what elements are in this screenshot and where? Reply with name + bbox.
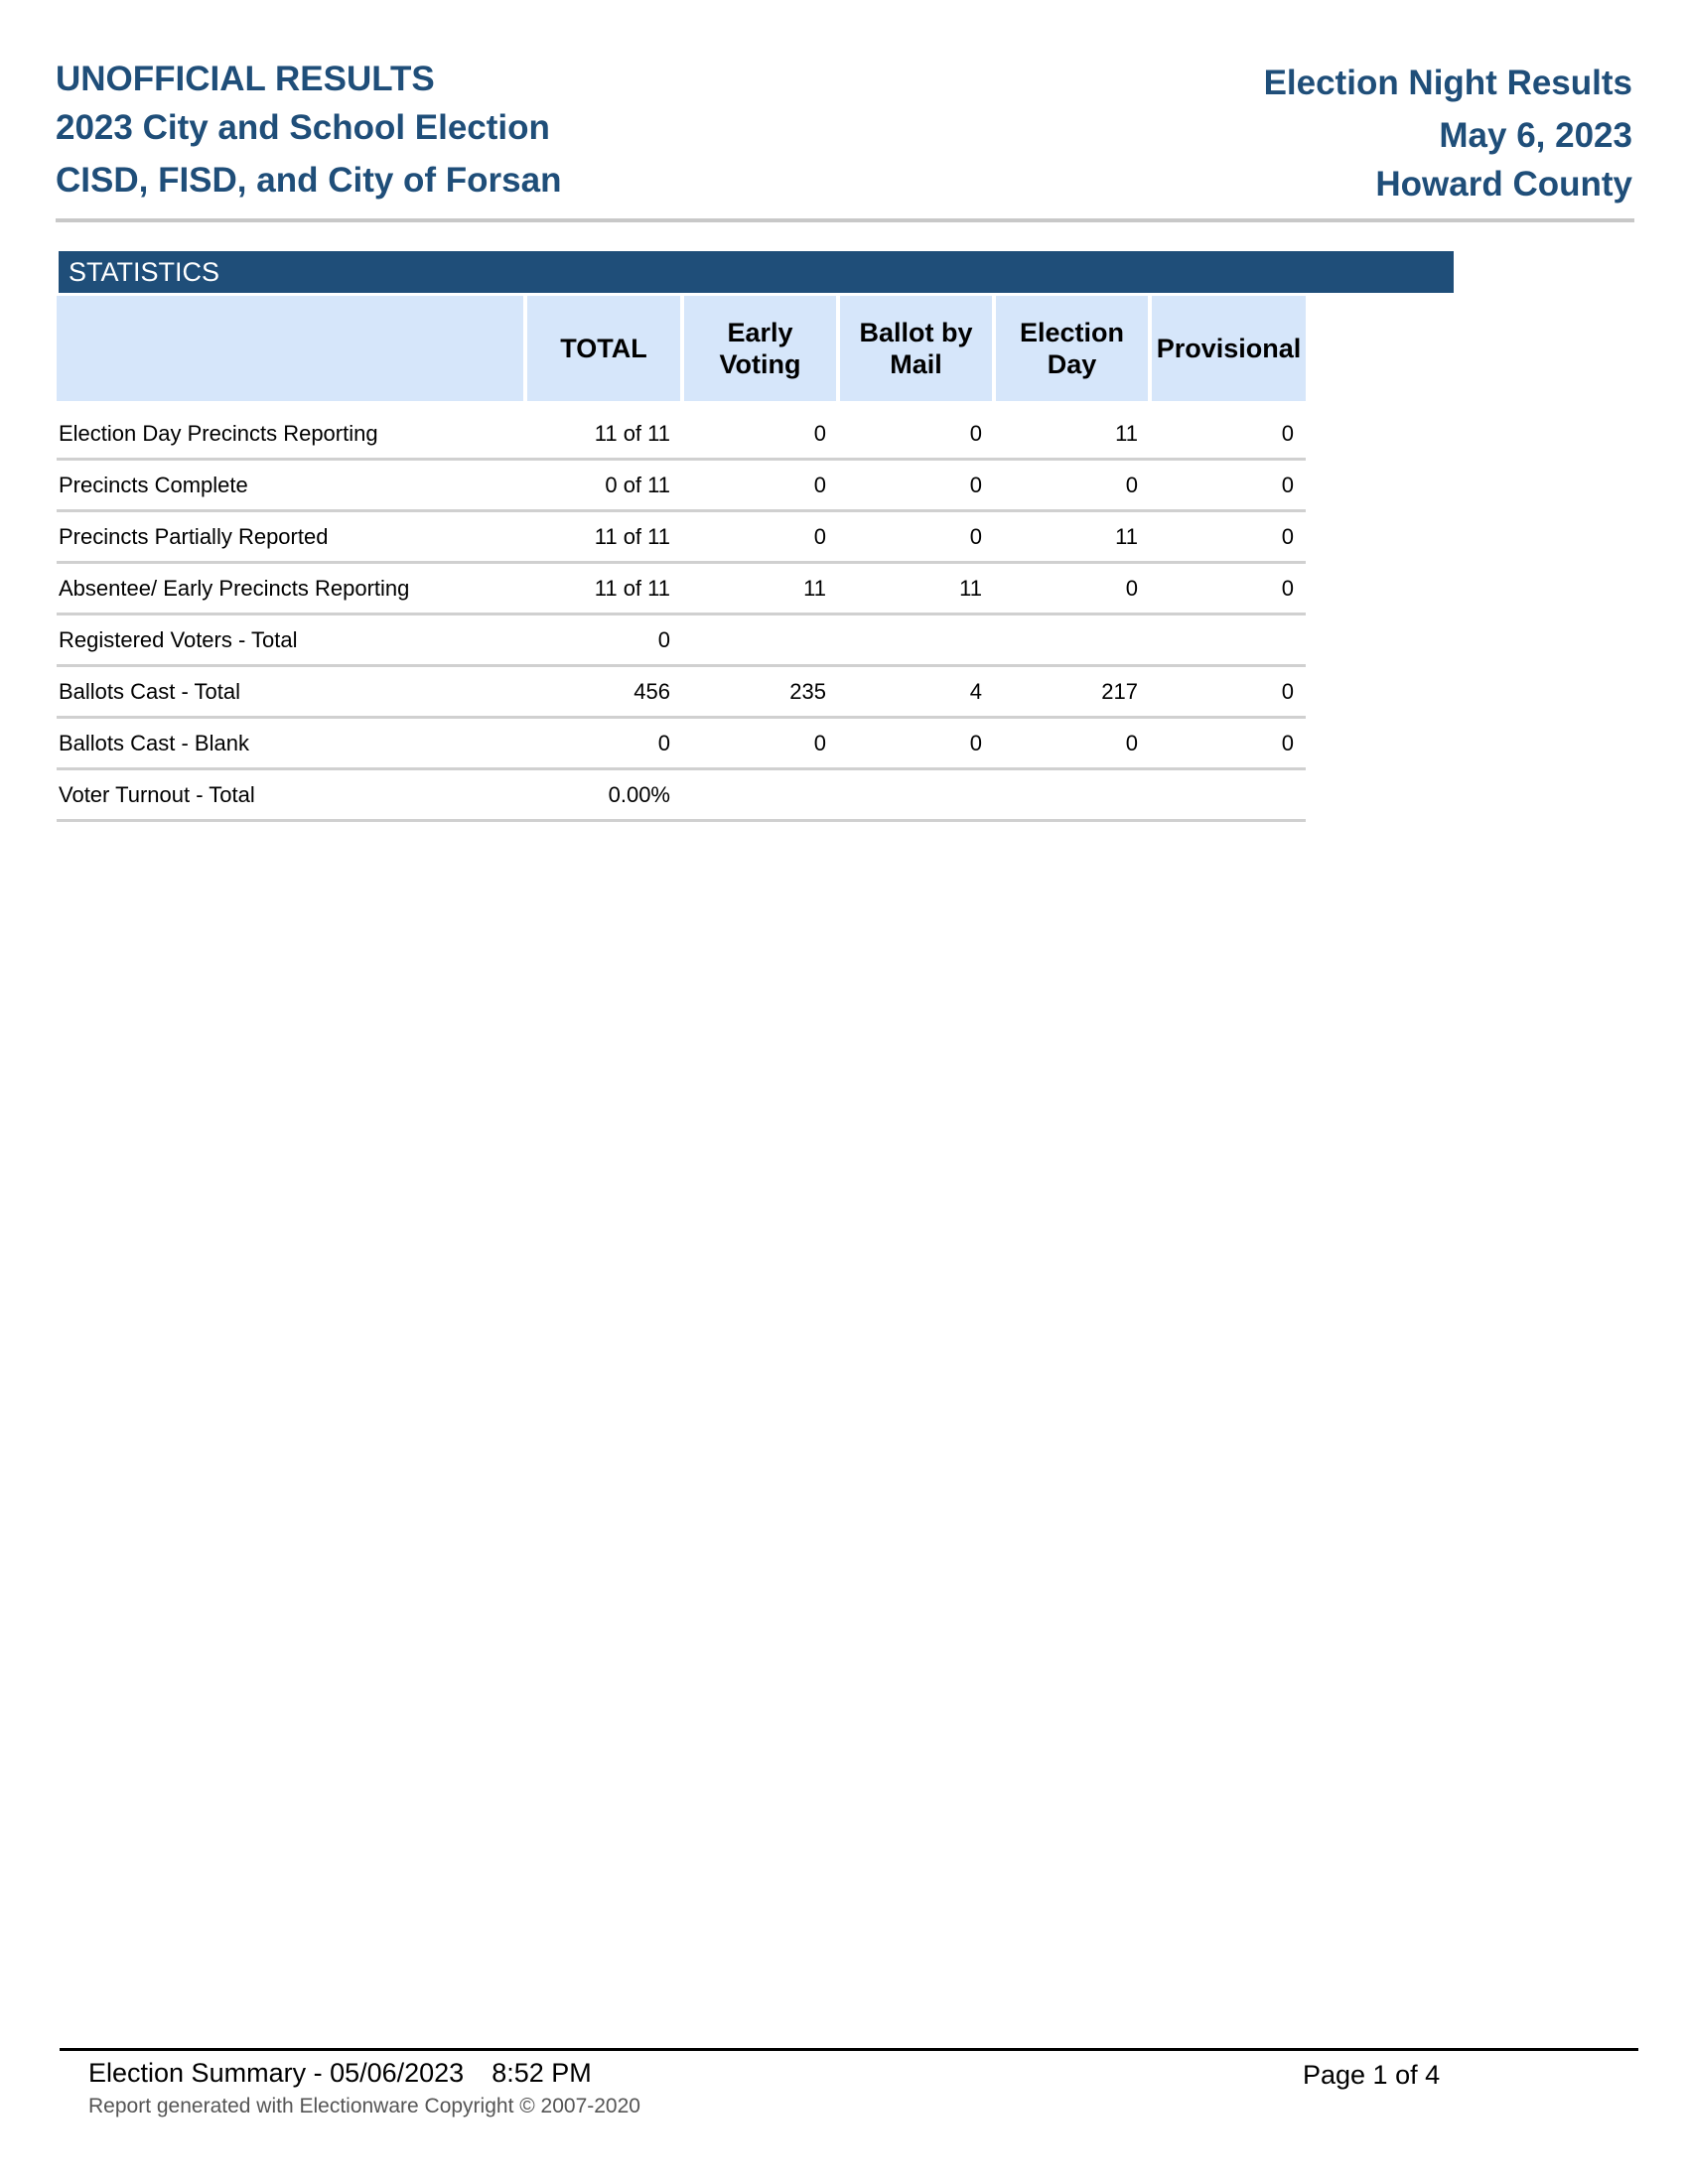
county-name: Howard County: [1375, 165, 1632, 204]
cell-total: 0 of 11: [525, 460, 682, 511]
cell-total: 11 of 11: [525, 563, 682, 614]
table-row: [57, 401, 1306, 460]
footer-copyright: Report generated with Electionware Copyright © 2007-2020: [88, 2095, 640, 2117]
report-title-block: [56, 56, 561, 208]
statistics-table: [57, 296, 1306, 822]
column-header-ballot-by-mail: [838, 296, 994, 401]
cell-election-day: 11: [994, 401, 1150, 460]
table-row: [57, 666, 1306, 718]
jurisdictions: CISD, FISD, and City of Forsan: [56, 161, 562, 200]
cell-total: 11 of 11: [525, 511, 682, 563]
cell-provisional: [1150, 614, 1306, 666]
cell-election-day: 217: [994, 666, 1150, 718]
table-row: [57, 563, 1306, 614]
column-header-early-voting: Early Voting: [682, 296, 838, 401]
cell-ballot-by-mail: 4: [838, 666, 994, 718]
row-label: Ballots Cast - Blank: [57, 718, 525, 769]
table-header-row: [57, 296, 1306, 401]
cell-election-day: [994, 769, 1150, 821]
statistics-section-header: STATISTICS: [59, 251, 1454, 293]
column-header-total: TOTAL: [525, 296, 682, 401]
cell-early-voting: 0: [682, 401, 838, 460]
cell-provisional: 0: [1150, 511, 1306, 563]
footer-summary-text: Election Summary - 05/06/2023: [88, 2058, 465, 2088]
cell-ballot-by-mail: [838, 614, 994, 666]
footer-time: 8:52 PM: [492, 2058, 592, 2088]
row-label: Voter Turnout - Total: [57, 769, 525, 821]
footer-divider: [60, 2048, 1638, 2051]
report-meta-block: [1264, 56, 1632, 208]
cell-provisional: 0: [1150, 563, 1306, 614]
footer-summary: [88, 2055, 592, 2091]
cell-early-voting: 0: [682, 460, 838, 511]
report-status-title: UNOFFICIAL RESULTS: [56, 60, 435, 98]
cell-election-day: 11: [994, 511, 1150, 563]
cell-total: 0.00%: [525, 769, 682, 821]
header-divider: [56, 218, 1634, 222]
cell-provisional: 0: [1150, 401, 1306, 460]
cell-provisional: [1150, 769, 1306, 821]
row-label: Election Day Precincts Reporting: [57, 401, 525, 460]
row-label: Precincts Complete: [57, 460, 525, 511]
table-row: [57, 769, 1306, 821]
cell-early-voting: [682, 614, 838, 666]
cell-provisional: 0: [1150, 666, 1306, 718]
cell-early-voting: 0: [682, 511, 838, 563]
table-row: [57, 511, 1306, 563]
column-header-election-day: [994, 296, 1150, 401]
cell-early-voting: 235: [682, 666, 838, 718]
page-number: Page 1 of 4: [1303, 2060, 1441, 2090]
cell-total: 11 of 11: [525, 401, 682, 460]
table-row: [57, 718, 1306, 769]
cell-election-day: 0: [994, 460, 1150, 511]
column-header-election-day-text: Election Day: [1019, 318, 1125, 379]
cell-ballot-by-mail: 11: [838, 563, 994, 614]
row-label: Registered Voters - Total: [57, 614, 525, 666]
column-header-label: [57, 296, 525, 401]
row-label: Precincts Partially Reported: [57, 511, 525, 563]
cell-total: 0: [525, 614, 682, 666]
election-date: May 6, 2023: [1439, 116, 1632, 155]
cell-early-voting: [682, 769, 838, 821]
election-name: 2023 City and School Election: [56, 108, 550, 147]
cell-total: 456: [525, 666, 682, 718]
cell-early-voting: 11: [682, 563, 838, 614]
cell-ballot-by-mail: [838, 769, 994, 821]
table-row: [57, 460, 1306, 511]
cell-ballot-by-mail: 0: [838, 718, 994, 769]
cell-ballot-by-mail: 0: [838, 401, 994, 460]
row-label: Absentee/ Early Precincts Reporting: [57, 563, 525, 614]
column-header-ballot-by-mail-text: Ballot by Mail: [859, 318, 973, 379]
table-row: [57, 614, 1306, 666]
report-type: Election Night Results: [1263, 64, 1632, 102]
row-label: Ballots Cast - Total: [57, 666, 525, 718]
cell-provisional: 0: [1150, 460, 1306, 511]
cell-provisional: 0: [1150, 718, 1306, 769]
cell-early-voting: 0: [682, 718, 838, 769]
column-header-provisional: Provisional: [1150, 296, 1306, 401]
cell-total: 0: [525, 718, 682, 769]
cell-ballot-by-mail: 0: [838, 460, 994, 511]
cell-election-day: 0: [994, 563, 1150, 614]
cell-election-day: 0: [994, 718, 1150, 769]
cell-election-day: [994, 614, 1150, 666]
cell-ballot-by-mail: 0: [838, 511, 994, 563]
